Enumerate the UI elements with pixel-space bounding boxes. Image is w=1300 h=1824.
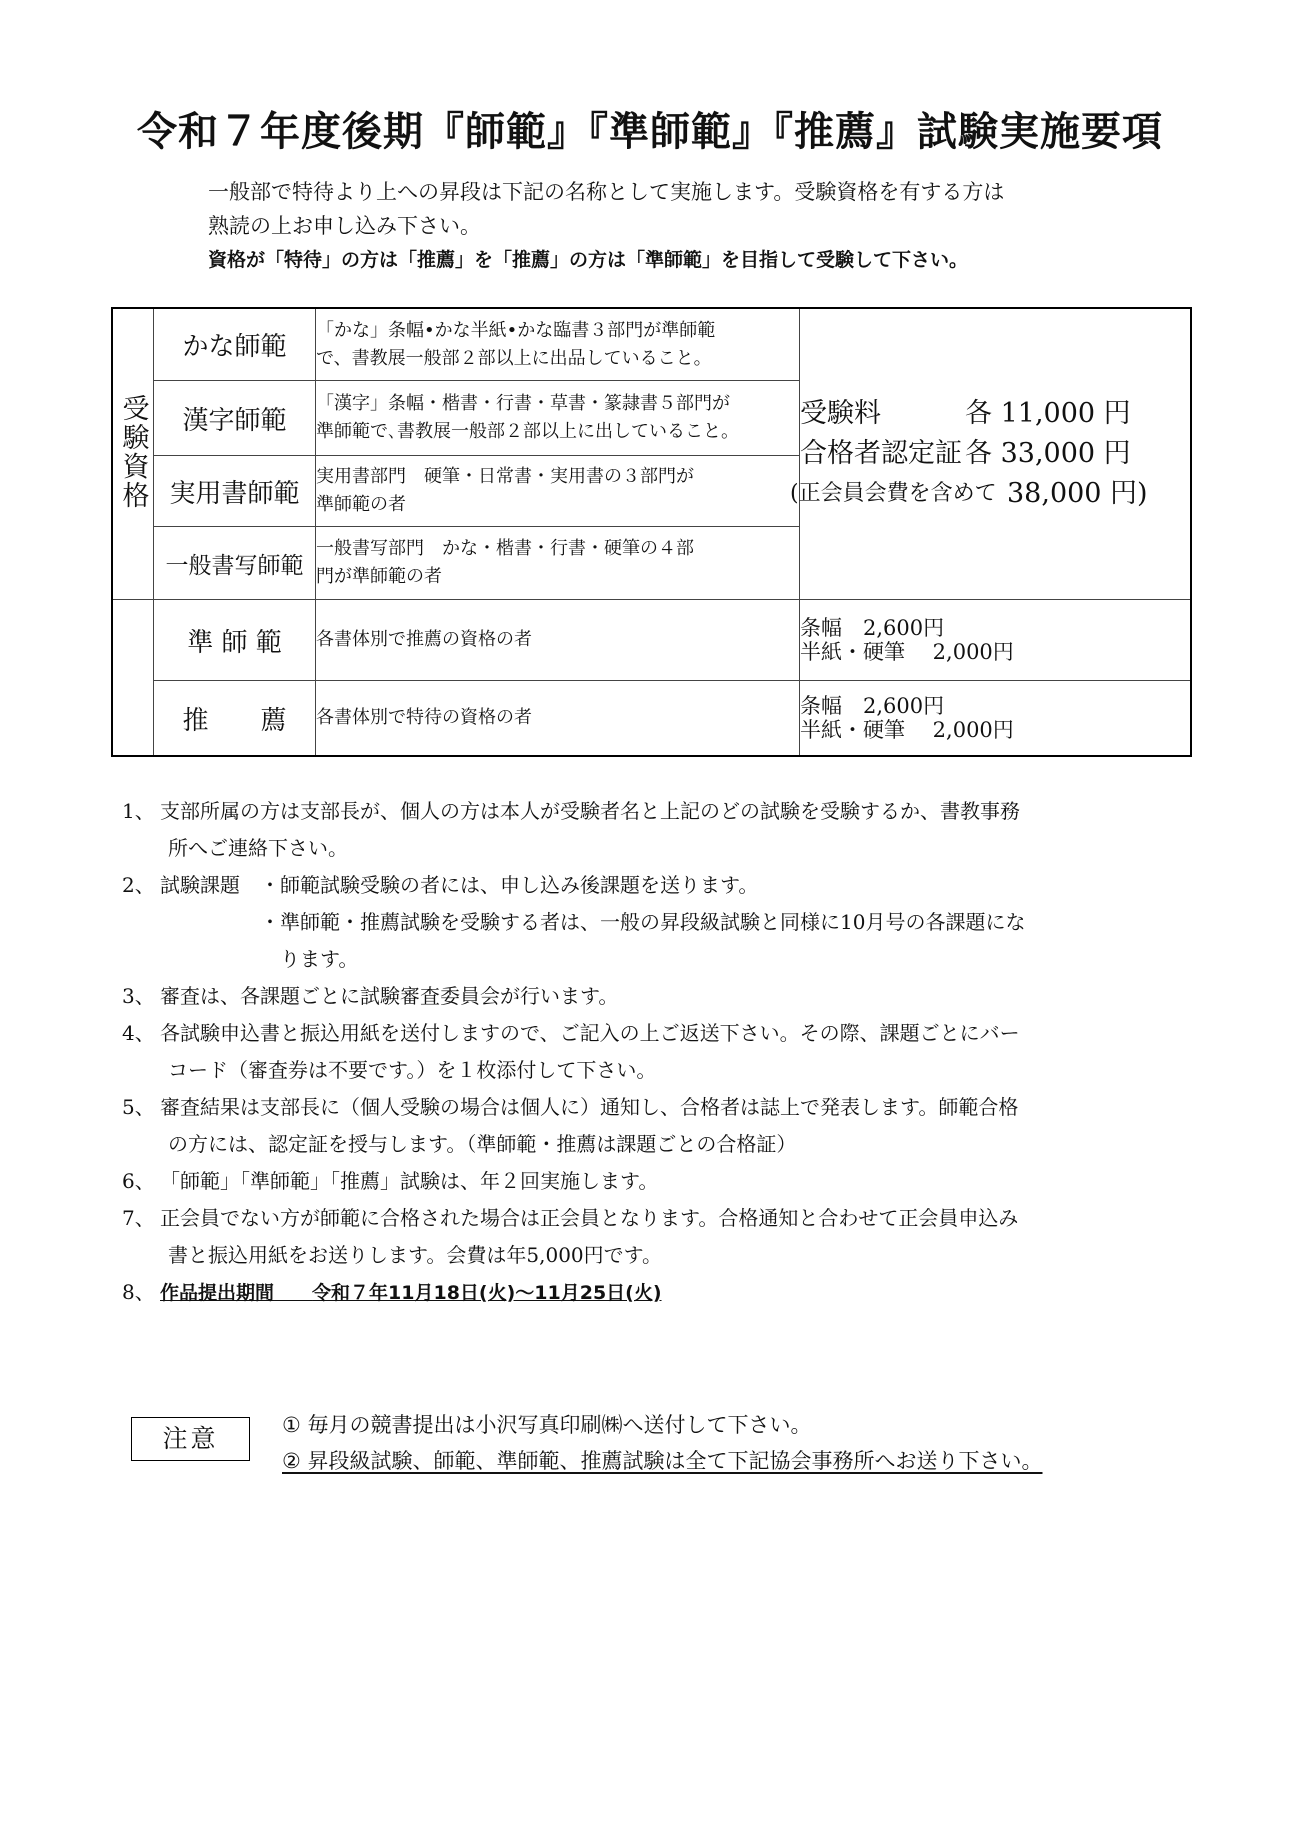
desc-line: で、書教展一般部２部以上に出品していること。 [316, 347, 712, 369]
row-desc: 各書体別で推薦の資格の者 [316, 600, 800, 681]
list-item: 7、 正会員でない方が師範に合格された場合は正会員となります。合格通知と合わせて正会員申込み 書と振込用紙をお送りします。会費は年5,000円です。 [122, 1206, 1019, 1267]
list-item: 1、 支部所属の方は支部長が、個人の方は本人が受験者名と上記のどの試験を受験するか、書教事務 所へご連絡下さい。 [122, 799, 1020, 860]
qualification-label: 受験資格 [117, 394, 149, 511]
row-desc [316, 456, 800, 527]
list-item: 2、 試験課題 ・師範試験受験の者には、申し込み後課題を送ります。 ・準師範・推薦試験を受験する者は、一般の昇段級試験と同様に10月号の各課題にな ります。 [122, 873, 1026, 971]
list-item-deadline: 8、 作品提出期間 令和７年11月18日(火)～11月25日(火) [122, 1280, 662, 1304]
row-name: 推 薦 [154, 681, 316, 756]
fee-line: 条幅 2,600円 [800, 616, 945, 641]
item-list [122, 793, 1202, 1312]
list-item: 3、 審査は、各課題ごとに試験審査委員会が行います。 [122, 984, 619, 1008]
list-item: 4、 各試験申込書と振込用紙を送付しますので、ご記入の上ご返送下さい。その際、課題ごとにバー コード（審査券は不要です。）を１枚添付して下さい。 [122, 1021, 1020, 1082]
desc-line: 準師範で､書教展一般部２部以上に出していること。 [316, 421, 739, 443]
intro [208, 175, 1208, 277]
deadline-label: 作品提出期間 [160, 1282, 275, 1304]
fee-line-2: 合格者認定証 各 33,000 円 [800, 438, 1131, 470]
fee-line: 半紙・硬筆 2,000円 [800, 640, 1014, 665]
desc-line: 準師範の者 [316, 494, 406, 516]
row-desc [316, 308, 800, 381]
page-title: 令和７年度後期『師範』『準師範』『推薦』試験実施要項 [137, 109, 1163, 155]
intro-line-3: 資格が「特待」の方は「推薦」を「推薦」の方は「準師範」を目指して受験して下さい。 [208, 249, 969, 271]
qualification-label-cell [112, 308, 154, 600]
intro-line-1: 一般部で特待より上への昇段は下記の名称として実施します。受験資格を有する方は [208, 180, 1005, 204]
desc-line: 実用書部門 硬筆・日常書・実用書の３部門が [316, 466, 694, 488]
row-name: かな師範 [154, 308, 316, 381]
note-1: ① 毎月の競書提出は小沢写真印刷㈱へ送付して下さい。 [282, 1413, 812, 1437]
desc-line: 門が準師範の者 [316, 566, 442, 588]
row-desc [316, 381, 800, 456]
notes [282, 1407, 1043, 1479]
row-name: 実用書師範 [154, 456, 316, 527]
row-name: 一般書写師範 [154, 527, 316, 600]
row-desc [316, 527, 800, 600]
row-name: 漢字師範 [154, 381, 316, 456]
row-name: 準 師 範 [154, 600, 316, 681]
fee-cell [790, 308, 1192, 600]
fee-line-1: 受験料 各 11,000 円 [800, 398, 1131, 430]
list-item: 6、 「師範」「準師範」「推薦」試験は、年２回実施します。 [122, 1169, 659, 1193]
desc-line: 「漢字」条幅・楷書・行書・草書・篆隷書５部門が [316, 393, 730, 415]
note-2: ② 昇段級試験、師範、準師範、推薦試験は全て下記協会事務所へお送り下さい。 [282, 1449, 1043, 1473]
fee-cell [800, 600, 1192, 681]
fee-cell [800, 681, 1192, 756]
note-label-box: 注意 [131, 1417, 250, 1461]
list-item: 5、 審査結果は支部長に（個人受験の場合は個人に）通知し、合格者は誌上で発表します。師範合格 の方には、認定証を授与します。（準師範・推薦は課題ごとの合格証） [122, 1095, 1019, 1156]
side-blank [112, 600, 154, 756]
fee-line: 条幅 2,600円 [800, 694, 945, 719]
requirements-table [111, 307, 1192, 757]
intro-line-2: 熟読の上お申し込み下さい。 [208, 214, 481, 238]
fee-line: 半紙・硬筆 2,000円 [800, 718, 1014, 743]
desc-line: 「かな」条幅•かな半紙•かな臨書３部門が準師範 [316, 319, 716, 341]
fee-line-3: (正会員会費を含めて 38,000 円) [790, 478, 1148, 510]
desc-line: 一般書写部門 かな・楷書・行書・硬筆の４部 [316, 538, 694, 560]
row-desc: 各書体別で特待の資格の者 [316, 681, 800, 756]
deadline-value: 令和７年11月18日(火)～11月25日(火) [312, 1282, 662, 1304]
